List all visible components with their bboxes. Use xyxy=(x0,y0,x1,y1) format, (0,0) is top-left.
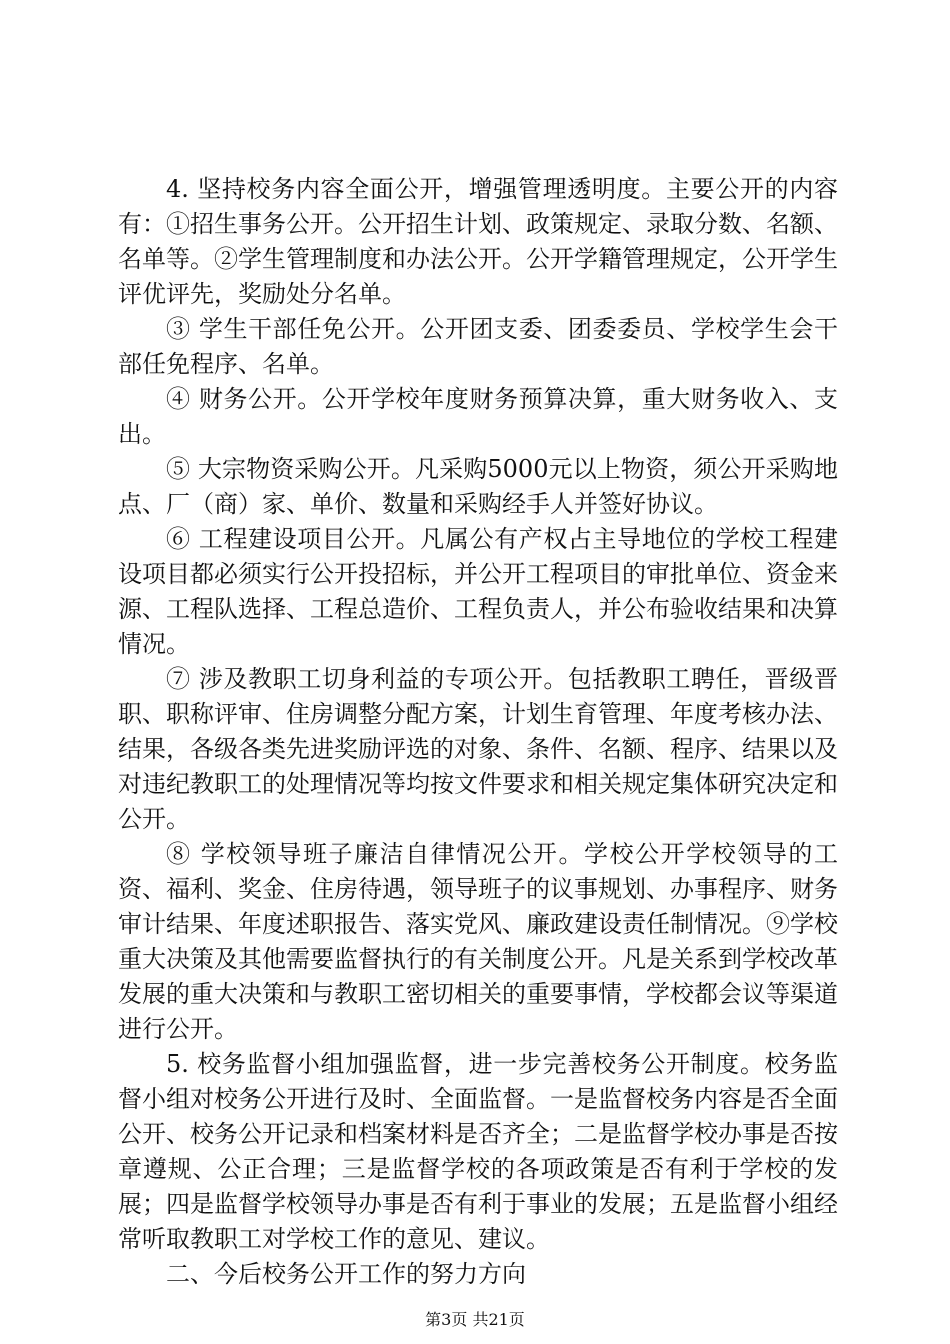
page-footer: 第3页 共21页 xyxy=(425,1310,525,1329)
paragraph-finance: ④ 财务公开。公开学校年度财务预算决算，重大财务收入、支出。 xyxy=(118,385,838,448)
paragraph-staff-interests: ⑦ 涉及教职工切身利益的专项公开。包括教职工聘任，晋级晋职、职称评审、住房调整分配方案，计划生育管理、年度考核办法、结果，各级各类先进奖励评选的对象、条件、名额、程序、结果以及对违纪教职工的处理情况等均按文件要求和相关规定集体研究决定和公开。 xyxy=(118,665,838,833)
paragraph-student-cadre: ③ 学生干部任免公开。公开团支委、团委委员、学校学生会干部任免程序、名单。 xyxy=(118,315,838,378)
paragraph-construction: ⑥ 工程建设项目公开。凡属公有产权占主导地位的学校工程建设项目都必须实行公开投招标，并公开工程项目的审批单位、资金来源、工程队选择、工程总造价、工程负责人，并公布验收结果和决算情况。 xyxy=(118,525,838,658)
document-body xyxy=(118,172,838,1292)
section-heading: 二、今后校务公开工作的努力方向 xyxy=(166,1260,526,1288)
paragraph-item-5: 5. 校务监督小组加强监督，进一步完善校务公开制度。校务监督小组对校务公开进行及时、全面监督。一是监督校务内容是否全面公开、校务公开记录和档案材料是否齐全；二是监督学校办事是否按章遵规、公正合理；三是监督学校的各项政策是否有利于学校的发展；四是监督学校领导办事是否有利于事业的发展；五是监督小组经常听取教职工对学校工作的意见、建议。 xyxy=(118,1050,838,1253)
paragraph-procurement: ⑤ 大宗物资采购公开。凡采购5000元以上物资，须公开采购地点、厂（商）家、单价、数量和采购经手人并签好协议。 xyxy=(118,455,838,518)
paragraph-leadership: ⑧ 学校领导班子廉洁自律情况公开。学校公开学校领导的工资、福利、奖金、住房待遇，领导班子的议事规划、办事程序、财务审计结果、年度述职报告、落实党风、廉政建设责任制情况。⑨学校重大决策及其他需要监督执行的有关制度公开。凡是关系到学校改革发展的重大决策和与教职工密切相关的重要事情，学校都会议等渠道进行公开。 xyxy=(118,840,838,1043)
paragraph-item-4: 4. 坚持校务内容全面公开，增强管理透明度。主要公开的内容有：①招生事务公开。公开招生计划、政策规定、录取分数、名额、名单等。②学生管理制度和办法公开。公开学籍管理规定，公开学生评优评先，奖励处分名单。 xyxy=(118,175,838,308)
